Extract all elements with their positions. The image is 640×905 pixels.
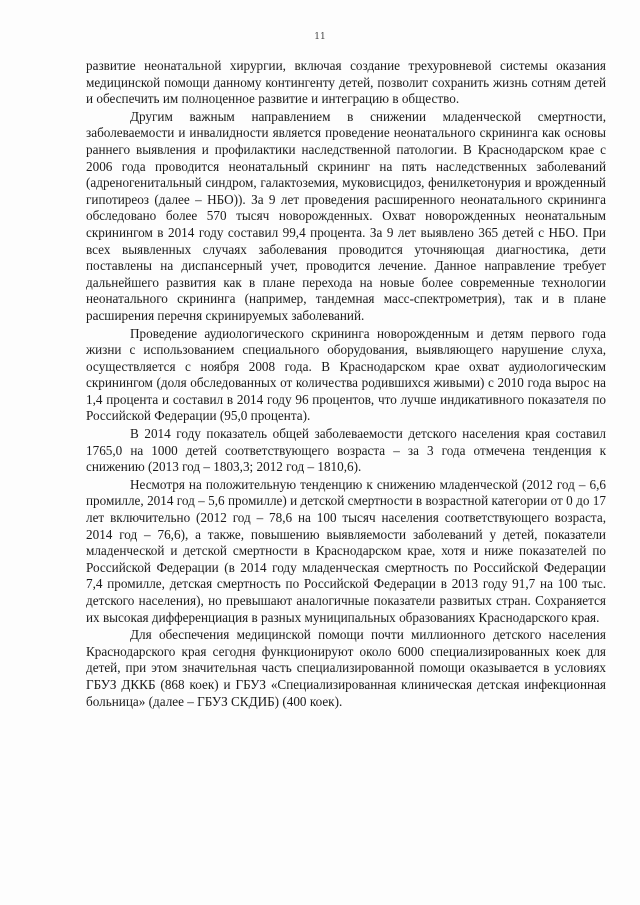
paragraph-neonatal-screening: Другим важным направлением в снижении младенческой смертности, заболеваемости и инвалидности является проведение неонатального скрининга как основы раннего выявления и профилактики наследственной патологии. В Краснодарском крае с 2006 года проводится неонатальный скрининг на пять наследственных заболеваний (адреногенитальный синдром, галактоземия, муковисцидоз, фенилкетонурия и врожденный гипотиреоз (далее – НБО)). За 9 лет проведения расширенного неонатального скрининга обследовано более 570 тысяч новорожденных. Охват новорожденных неонатальным скринингом в 2014 году составил 99,4 процента. За 9 лет выявлено 365 детей с НБО. При всех выявленных случаях заболевания проводится уточняющая диагностика, дети поставлены на диспансерный учет, проводится лечение. Данное направление требует дальнейшего развития как в плане перехода на новые более современные технологии неонатального скрининга (например, тандемная масс-спектрометрия), так и в плане расширения перечня скринируемых заболеваний. (86, 108, 606, 323)
paragraph-mortality: Несмотря на положительную тенденцию к снижению младенческой (2012 год – 6,6 промилле, 2014 год – 5,6 промилле) и детской смертности в возрастной категории от 0 до 17 лет включительно (2012 год – 78,6 на 100 тысяч населения соответствующего возраста, 2014 год – 76,6), а также, повышению выявляемости заболеваний у детей, показатели младенческой и детской смертности в Краснодарском крае, хотя и ниже показателей по Российской Федерации (в 2014 году младенческая смертность по Российской Федерации 7,4 промилле, детская смертность по Российской Федерации в 2013 году 91,7 на 100 тыс. детского населения), но превышают аналогичные показатели развитых стран. Сохраняется их высокая дифференциация в разных муниципальных образованиях Краснодарского края. (86, 476, 606, 625)
page-number: 11 (314, 32, 326, 42)
document-body (86, 58, 606, 711)
paragraph-hospital-beds: Для обеспечения медицинской помощи почти миллионного детского населения Краснодарского края сегодня функционируют около 6000 специализированных коек для детей, при этом значительная часть специализированной помощи оказывается в условиях ГБУЗ ДККБ (868 коек) и ГБУЗ «Специализированная клиническая детская инфекционная больница» (далее – ГБУЗ СКДИБ) (400 коек). (86, 627, 606, 709)
paragraph-audiological-screening: Проведение аудиологического скрининга новорожденным и детям первого года жизни с использованием специального оборудования, выявляющего нарушение слуха, осуществляется с ноября 2008 года. В Краснодарском крае охват аудиологическим скринингом (доля обследованных от количества родившихся живыми) с 2010 года вырос на 1,4 процента и составил в 2014 году 96 процентов, что лучше индикативного показателя по Российской Федерации (95,0 процента). (86, 325, 606, 424)
paragraph-continuation: развитие неонатальной хирургии, включая создание трехуровневой системы оказания медицинской помощи данному контингенту детей, позволит сохранить жизнь сотням детей и обеспечить им полноценное развитие и интеграцию в общество. (86, 58, 606, 107)
paragraph-general-morbidity: В 2014 году показатель общей заболеваемости детского населения края составил 1765,0 на 1000 детей соответствующего возраста – за 3 года отмечена тенденция к снижению (2013 год – 1803,3; 2012 год – 1810,6). (86, 426, 606, 475)
